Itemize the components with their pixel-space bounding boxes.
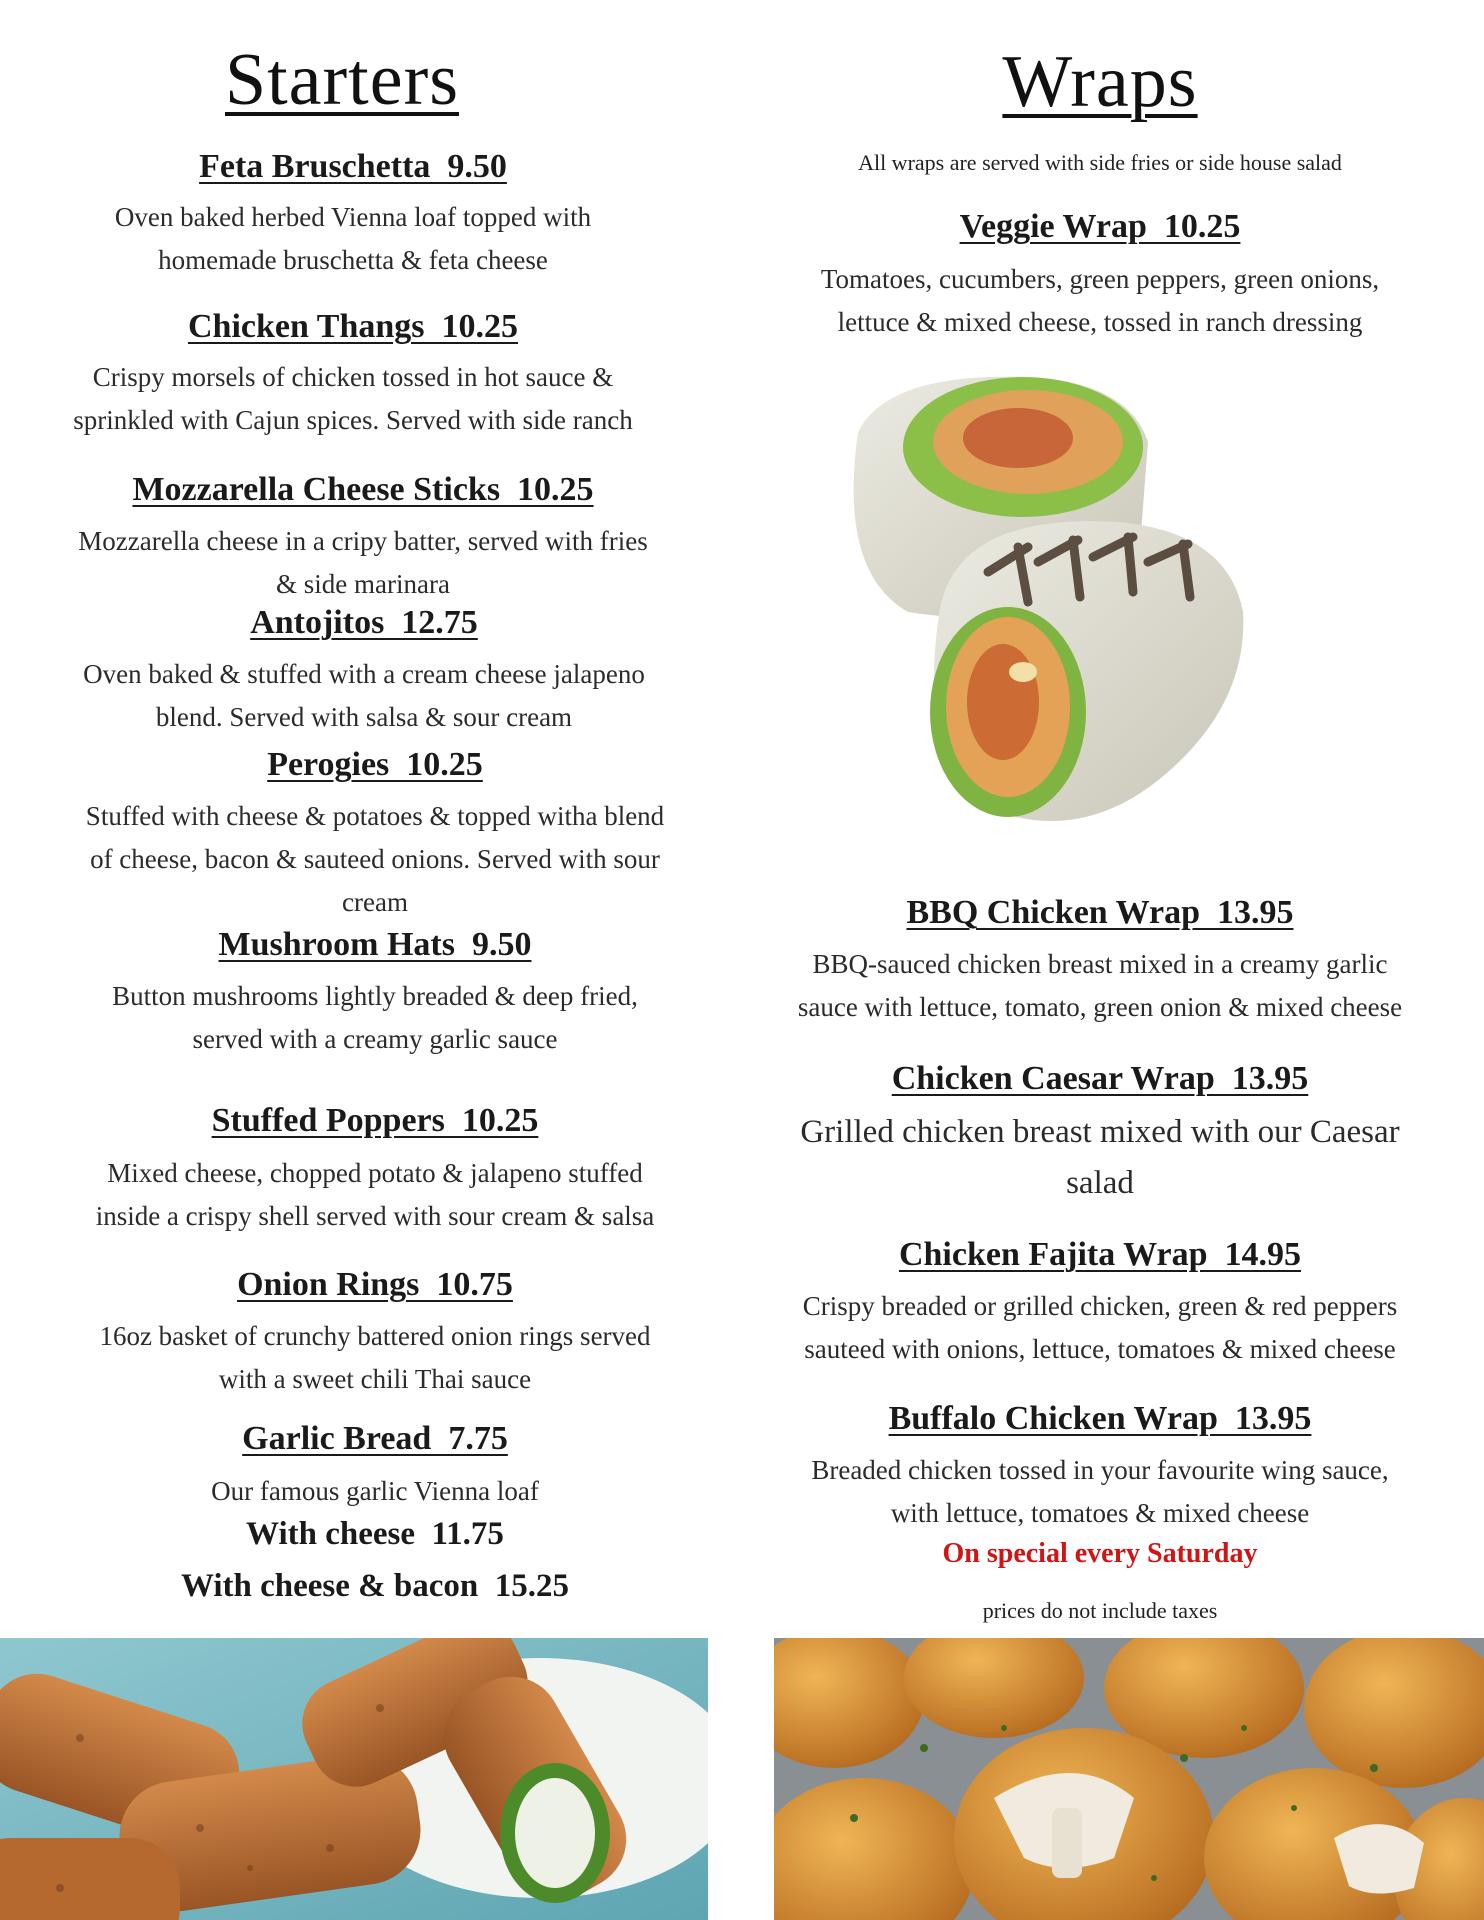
menu-item-name: Buffalo Chicken Wrap 13.95	[888, 1400, 1312, 1437]
menu-item-name: Stuffed Poppers 10.25	[211, 1102, 539, 1139]
menu-item-name: Chicken Thangs 10.25	[187, 308, 519, 345]
menu-item-desc: Our famous garlic Vienna loaf	[211, 1476, 539, 1506]
menu-item-name: Mozzarella Cheese Sticks 10.25	[132, 471, 594, 508]
menu-item-name: Veggie Wrap 10.25	[959, 208, 1241, 245]
taxes-note: prices do not include taxes	[982, 1598, 1218, 1623]
breaded-mushrooms-photo	[774, 1638, 1484, 1920]
menu-item-desc: 16oz basket of crunchy battered onion rings served with a sweet chili Thai sauce	[99, 1321, 651, 1394]
menu-item-name: Antojitos 12.75	[250, 604, 478, 641]
menu-item-name: Onion Rings 10.75	[237, 1266, 513, 1303]
wrap-photo	[828, 372, 1252, 836]
stuffed-poppers-photo	[0, 1638, 708, 1920]
menu-item-desc: Crispy breaded or grilled chicken, green & red peppers sauteed with onions, lettuce, tomatoes & mixed cheese	[802, 1291, 1398, 1364]
menu-item-name: Mushroom Hats 9.50	[218, 926, 532, 963]
menu-item-desc: Crispy morsels of chicken tossed in hot sauce & sprinkled with Cajun spices. Served with side ranch	[73, 362, 633, 435]
menu-item-name: Chicken Caesar Wrap 13.95	[891, 1060, 1309, 1097]
menu-item-name: Feta Bruschetta 9.50	[199, 148, 507, 185]
menu-item-desc: Grilled chicken breast mixed with our Caesar salad	[800, 1114, 1400, 1201]
menu-item-desc: Mixed cheese, chopped potato & jalapeno stuffed inside a crispy shell served with sour cream & salsa	[95, 1158, 655, 1231]
menu-item-desc: Oven baked & stuffed with a cream cheese jalapeno blend. Served with salsa & sour cream	[83, 659, 645, 732]
menu-item-desc: Tomatoes, cucumbers, green peppers, green onions, lettuce & mixed cheese, tossed in ranch dressing	[820, 264, 1380, 337]
menu-item-desc: Stuffed with cheese & potatoes & topped witha blend of cheese, bacon & sauteed onions. Served with sour cream	[85, 801, 665, 917]
menu-item-name: Garlic Bread 7.75	[242, 1420, 508, 1457]
garlic-bread-option: With cheese 11.75	[246, 1516, 504, 1552]
menu-item-desc: Oven baked herbed Vienna loaf topped with homemade bruschetta & feta cheese	[114, 202, 592, 275]
starters-title: Starters	[224, 39, 460, 121]
menu-item-desc: Mozzarella cheese in a cripy batter, served with fries & side marinara	[78, 526, 648, 599]
garlic-bread-option: With cheese & bacon 15.25	[180, 1568, 570, 1604]
menu-item-name: BBQ Chicken Wrap 13.95	[906, 894, 1294, 931]
special-note: On special every Saturday	[942, 1538, 1258, 1569]
menu-item-name: Perogies 10.25	[267, 746, 483, 783]
wraps-subtitle: All wraps are served with side fries or side house salad	[858, 150, 1342, 175]
menu-item-desc: Button mushrooms lightly breaded & deep fried, served with a creamy garlic sauce	[112, 981, 638, 1054]
wraps-title: Wraps	[1002, 41, 1198, 123]
menu-item-desc: Breaded chicken tossed in your favourite wing sauce, with lettuce, tomatoes & mixed cheese	[811, 1455, 1389, 1528]
menu-item-name: Chicken Fajita Wrap 14.95	[898, 1236, 1302, 1273]
menu-item-desc: BBQ-sauced chicken breast mixed in a creamy garlic sauce with lettuce, tomato, green onion & mixed cheese	[797, 949, 1403, 1022]
